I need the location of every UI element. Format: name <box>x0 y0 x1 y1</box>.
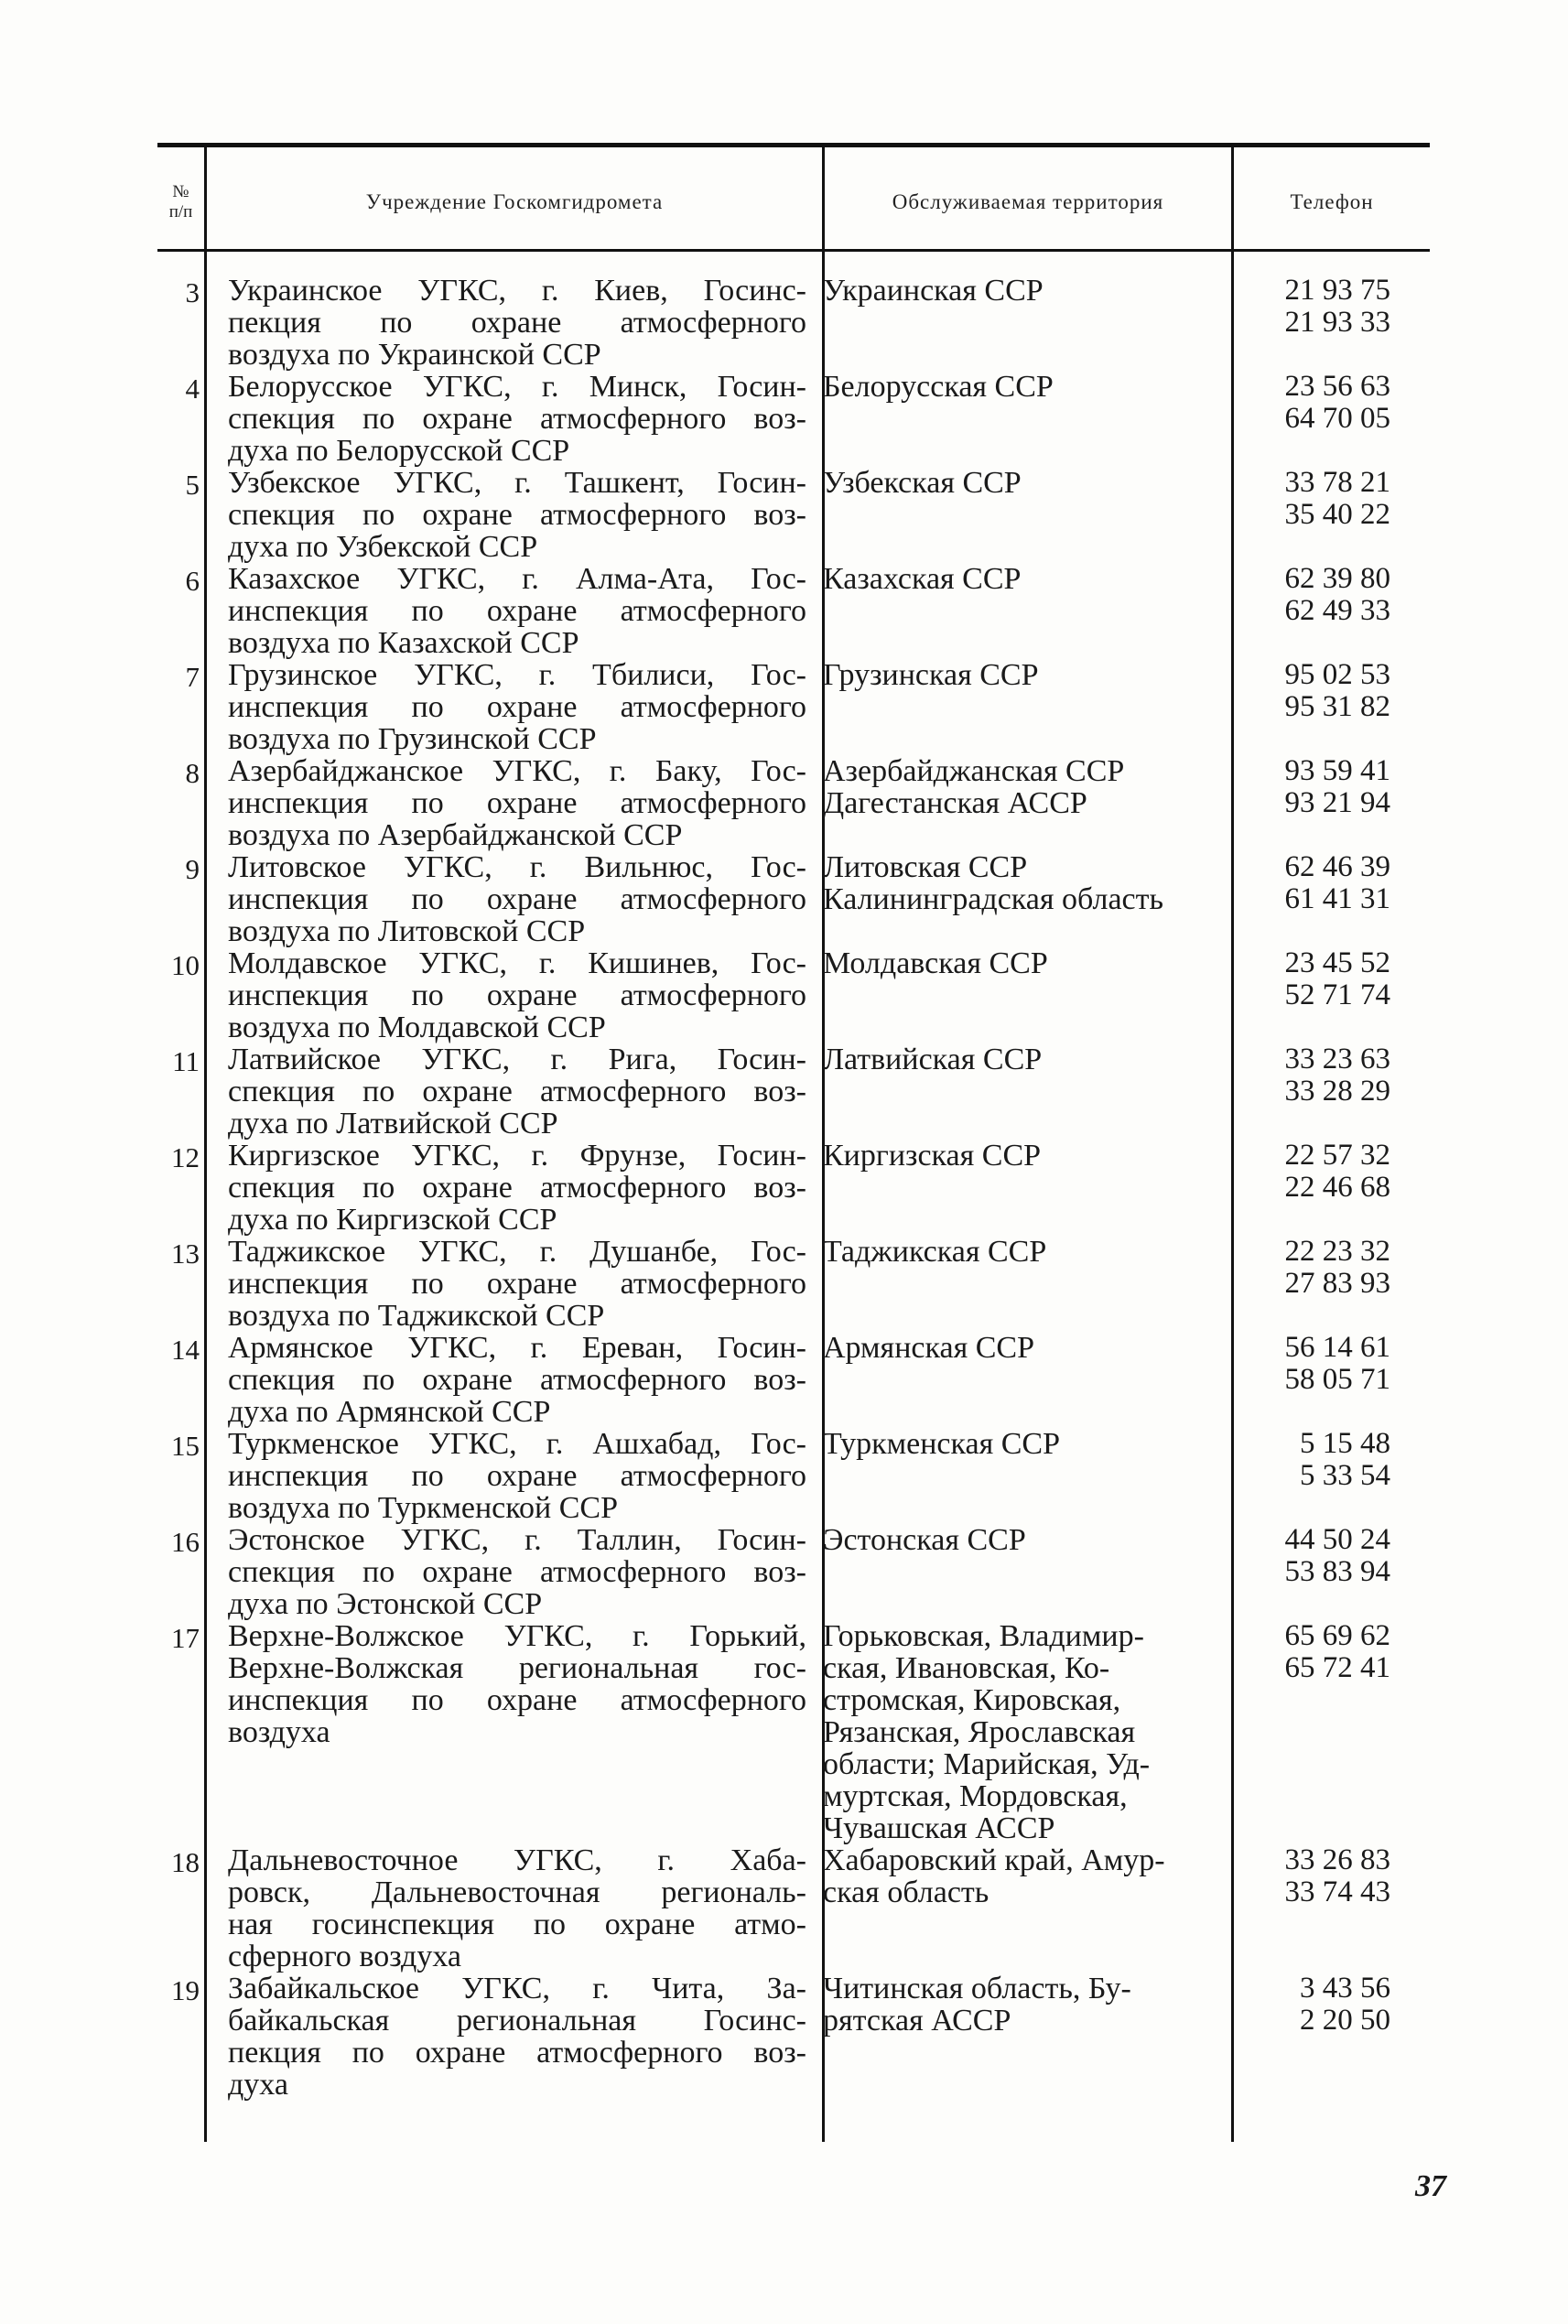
phone-cell-line: 65 72 41 <box>1284 1651 1390 1684</box>
territory-cell <box>823 1620 1226 1844</box>
phone-cell-line: 35 40 22 <box>1284 498 1390 531</box>
phone-cell-line: 93 59 41 <box>1284 754 1390 787</box>
institution-cell <box>228 1236 806 1332</box>
institution-cell-line: Латвийское УГКС, г. Рига, Госин- <box>228 1043 806 1076</box>
institution-cell-line: инспекция по охране атмосферного <box>228 786 806 820</box>
institution-cell-line: спекция по охране атмосферного воз- <box>228 1171 806 1205</box>
phone-cell-line: 27 83 93 <box>1284 1267 1390 1300</box>
territory-cell-line: Горьковская, Владимир- <box>823 1619 1144 1653</box>
row-number: 7 <box>185 661 200 693</box>
institution-cell-line: духа по Узбекской ССР <box>228 530 538 564</box>
page-number: 37 <box>1415 2169 1446 2203</box>
institution-cell-line: инспекция по охране атмосферного <box>228 978 806 1012</box>
institution-cell-line: Молдавское УГКС, г. Кишинев, Гос- <box>228 946 806 980</box>
territory-cell <box>823 1524 1226 1556</box>
row-number: 4 <box>185 373 200 405</box>
territory-cell <box>823 563 1226 595</box>
header-number-abbr: п/п <box>168 202 193 222</box>
institution-cell-line: воздуха по Литовской ССР <box>228 914 586 948</box>
territory-cell <box>823 1844 1226 1908</box>
phone-cell <box>1226 1043 1390 1108</box>
phone-cell <box>1226 467 1390 531</box>
institution-cell-line: воздуха по Украинской ССР <box>228 338 601 372</box>
territory-cell-line: Киргизская ССР <box>823 1139 1042 1173</box>
institution-cell-line: Белорусское УГКС, г. Минск, Госин- <box>228 370 806 404</box>
institution-cell-line: инспекция по охране атмосферного <box>228 882 806 916</box>
territory-cell-line: Хабаровский край, Амур- <box>823 1843 1165 1877</box>
territory-cell-line: Таджикская ССР <box>823 1235 1047 1269</box>
phone-cell <box>1226 1428 1390 1492</box>
institution-cell-line: Грузинское УГКС, г. Тбилиси, Гос- <box>228 658 806 692</box>
institution-cell-line: спекция по охране атмосферного воз- <box>228 1555 806 1589</box>
phone-cell-line: 65 69 62 <box>1284 1619 1390 1652</box>
institution-cell <box>228 1844 806 1973</box>
territory-cell-line: ская область <box>823 1875 989 1909</box>
phone-cell-line: 3 43 56 <box>1300 1972 1390 2005</box>
phone-cell-line: 23 45 52 <box>1284 946 1390 979</box>
phone-cell <box>1226 1973 1390 2037</box>
institution-cell <box>228 947 806 1043</box>
phone-cell-line: 95 02 53 <box>1284 658 1390 691</box>
institution-cell-line: духа по Киргизской ССР <box>228 1203 557 1237</box>
institution-cell-line: духа по Армянской ССР <box>228 1395 551 1429</box>
institution-cell <box>228 659 806 755</box>
phone-cell-line: 58 05 71 <box>1284 1363 1390 1396</box>
territory-cell <box>823 1140 1226 1172</box>
phone-cell-line: 23 56 63 <box>1284 370 1390 403</box>
table-row <box>157 1332 1430 1428</box>
institution-cell-line: спекция по охране атмосферного воз- <box>228 1363 806 1397</box>
institution-cell-line: Верхне-Волжская региональная гос- <box>228 1651 806 1685</box>
territory-cell-line: Латвийская ССР <box>823 1043 1043 1076</box>
institution-cell-line: духа по Латвийской ССР <box>228 1107 558 1140</box>
institution-cell-line: духа по Белорусской ССР <box>228 434 570 468</box>
institution-cell-line: Забайкальское УГКС, г. Чита, За- <box>228 1972 806 2005</box>
institution-cell-line: инспекция по охране атмосферного <box>228 594 806 628</box>
institution-cell <box>228 467 806 563</box>
institution-cell-line: Казахское УГКС, г. Алма-Ата, Гос- <box>228 562 806 596</box>
row-number: 17 <box>171 1622 200 1654</box>
phone-cell-line: 61 41 31 <box>1284 882 1390 915</box>
institution-cell-line: пекция по охране атмосферного воз- <box>228 2036 806 2070</box>
institution-cell <box>228 1620 806 1748</box>
table-row <box>157 371 1430 467</box>
territory-cell-line: Азербайджанская ССР <box>823 754 1125 788</box>
institution-cell-line: спекция по охране атмосферного воз- <box>228 402 806 436</box>
territory-cell-line: рятская АССР <box>823 2004 1011 2038</box>
table-top-rule <box>157 143 1430 147</box>
territory-cell-line: Армянская ССР <box>823 1331 1034 1365</box>
row-number: 10 <box>171 949 200 981</box>
phone-cell-line: 52 71 74 <box>1284 978 1390 1011</box>
phone-cell-line: 22 46 68 <box>1284 1171 1390 1204</box>
row-number: 12 <box>171 1141 200 1173</box>
header-institution: Учреждение Госкомгидромета <box>365 190 664 213</box>
territory-cell-line: ская, Ивановская, Ко- <box>823 1651 1110 1685</box>
phone-cell-line: 2 20 50 <box>1300 2004 1390 2037</box>
institution-cell-line: инспекция по охране атмосферного <box>228 1459 806 1493</box>
table-row <box>157 275 1430 371</box>
row-number: 5 <box>185 469 200 501</box>
phone-cell-line: 33 74 43 <box>1284 1875 1390 1908</box>
institution-cell-line: воздуха <box>228 1715 330 1749</box>
phone-cell-line: 33 28 29 <box>1284 1075 1390 1108</box>
institution-cell-line: сферного воздуха <box>228 1940 461 1973</box>
institution-cell <box>228 1332 806 1428</box>
institution-cell-line: Украинское УГКС, г. Киев, Госинс- <box>228 274 806 308</box>
row-number: 16 <box>171 1526 200 1558</box>
territory-cell <box>823 1428 1226 1460</box>
phone-cell-line: 21 93 75 <box>1284 274 1390 307</box>
table-row <box>157 1043 1430 1140</box>
table-body <box>157 275 1430 2101</box>
institution-cell-line: байкальская региональная Госинс- <box>228 2004 806 2038</box>
territory-cell-line: стромская, Кировская, <box>823 1683 1121 1717</box>
institution-cell-line: Узбекское УГКС, г. Ташкент, Госин- <box>228 466 806 500</box>
phone-cell-line: 62 49 33 <box>1284 594 1390 627</box>
row-number: 13 <box>171 1238 200 1270</box>
territory-cell <box>823 1043 1226 1076</box>
phone-cell <box>1226 1236 1390 1300</box>
row-number: 11 <box>172 1045 200 1077</box>
phone-cell-line: 64 70 05 <box>1284 402 1390 435</box>
institution-cell-line: инспекция по охране атмосферного <box>228 690 806 724</box>
institution-cell-line: воздуха по Азербайджанской ССР <box>228 818 683 852</box>
table-row <box>157 947 1430 1043</box>
institution-cell-line: Эстонское УГКС, г. Таллин, Госин- <box>228 1523 806 1557</box>
territory-cell-line: Белорусская ССР <box>823 370 1054 404</box>
territory-cell-line: муртская, Мордовская, <box>823 1779 1128 1813</box>
territory-cell <box>823 1332 1226 1364</box>
row-number: 6 <box>185 565 200 597</box>
phone-cell <box>1226 755 1390 819</box>
institution-cell <box>228 1973 806 2101</box>
institution-cell-line: спекция по охране атмосферного воз- <box>228 1075 806 1108</box>
institution-cell <box>228 275 806 371</box>
territory-cell-line: Туркменская ССР <box>823 1427 1060 1461</box>
header-number-symbol: № <box>172 182 189 201</box>
phone-cell-line: 56 14 61 <box>1284 1331 1390 1364</box>
header-number <box>157 163 204 242</box>
territory-cell-line: области; Марийская, Уд- <box>823 1747 1151 1781</box>
table-row <box>157 563 1430 659</box>
institution-cell-line: Таджикское УГКС, г. Душанбе, Гос- <box>228 1235 806 1269</box>
phone-cell <box>1226 1524 1390 1588</box>
institution-cell-line: Литовское УГКС, г. Вильнюс, Гос- <box>228 850 806 884</box>
institution-cell-line: пекция по охране атмосферного <box>228 306 806 340</box>
table-row <box>157 1140 1430 1236</box>
row-number: 9 <box>185 853 200 885</box>
territory-cell-line: Читинская область, Бу- <box>823 1972 1131 2005</box>
table-row <box>157 851 1430 947</box>
phone-cell <box>1226 1620 1390 1684</box>
row-number: 18 <box>171 1846 200 1878</box>
institution-cell-line: инспекция по охране атмосферного <box>228 1267 806 1301</box>
phone-cell-line: 5 33 54 <box>1300 1459 1390 1492</box>
territory-cell <box>823 1236 1226 1268</box>
institution-cell <box>228 755 806 851</box>
institution-cell <box>228 1428 806 1524</box>
phone-cell <box>1226 371 1390 435</box>
header-phone: Телефон <box>1290 190 1374 213</box>
territory-cell <box>823 755 1226 819</box>
institution-cell-line: ная госинспекция по охране атмо- <box>228 1908 806 1941</box>
phone-cell-line: 22 23 32 <box>1284 1235 1390 1268</box>
institution-cell-line: воздуха по Таджикской ССР <box>228 1299 605 1333</box>
phone-cell <box>1226 1844 1390 1908</box>
phone-cell-line: 22 57 32 <box>1284 1139 1390 1172</box>
table-row <box>157 755 1430 851</box>
institution-cell <box>228 1140 806 1236</box>
territory-cell-line: Украинская ССР <box>823 274 1044 308</box>
institution-cell-line: воздуха по Казахской ССР <box>228 626 579 660</box>
institution-cell-line: воздуха по Туркменской ССР <box>228 1491 619 1525</box>
territory-cell-line: Рязанская, Ярославская <box>823 1715 1136 1749</box>
phone-cell <box>1226 1140 1390 1204</box>
table-row <box>157 1428 1430 1524</box>
table-header-rule <box>157 249 1430 252</box>
table-row <box>157 1844 1430 1973</box>
phone-cell-line: 93 21 94 <box>1284 786 1390 819</box>
territory-cell-line: Эстонская ССР <box>823 1523 1026 1557</box>
row-number: 15 <box>171 1430 200 1462</box>
row-number: 19 <box>171 1974 200 2006</box>
phone-cell <box>1226 275 1390 339</box>
phone-cell-line: 95 31 82 <box>1284 690 1390 723</box>
phone-cell-line: 5 15 48 <box>1300 1427 1390 1460</box>
phone-cell-line: 33 23 63 <box>1284 1043 1390 1076</box>
institution-cell-line: Киргизское УГКС, г. Фрунзе, Госин- <box>228 1139 806 1173</box>
territory-cell <box>823 947 1226 979</box>
institution-cell-line: духа <box>228 2068 288 2102</box>
territory-cell <box>823 467 1226 499</box>
phone-cell-line: 21 93 33 <box>1284 306 1390 339</box>
territory-cell <box>823 659 1226 691</box>
territory-cell-line: Калининградская область <box>823 882 1163 916</box>
phone-cell-line: 44 50 24 <box>1284 1523 1390 1556</box>
institution-cell-line: Верхне-Волжское УГКС, г. Горький, <box>228 1619 806 1653</box>
institution-cell <box>228 563 806 659</box>
institution-cell-line: спекция по охране атмосферного воз- <box>228 498 806 532</box>
phone-cell-line: 33 26 83 <box>1284 1843 1390 1876</box>
institution-cell-line: воздуха по Грузинской ССР <box>228 722 597 756</box>
territory-cell-line: Молдавская ССР <box>823 946 1048 980</box>
territory-cell <box>823 275 1226 307</box>
institution-cell-line: духа по Эстонской ССР <box>228 1587 543 1621</box>
table-row <box>157 659 1430 755</box>
phone-cell <box>1226 851 1390 915</box>
institution-cell <box>228 1524 806 1620</box>
institution-cell-line: воздуха по Молдавской ССР <box>228 1011 606 1044</box>
header-territory: Обслуживаемая территория <box>892 190 1164 213</box>
territory-cell-line: Дагестанская АССР <box>823 786 1087 820</box>
phone-cell-line: 62 39 80 <box>1284 562 1390 595</box>
territory-cell-line: Литовская ССР <box>823 850 1028 884</box>
phone-cell-line: 53 83 94 <box>1284 1555 1390 1588</box>
territory-cell-line: Грузинская ССР <box>823 658 1039 692</box>
institution-cell-line: инспекция по охране атмосферного <box>228 1683 806 1717</box>
institution-cell <box>228 371 806 467</box>
territory-cell-line: Чувашская АССР <box>823 1811 1055 1845</box>
institution-cell-line: ровск, Дальневосточная региональ- <box>228 1875 806 1909</box>
table-row <box>157 1524 1430 1620</box>
territory-cell <box>823 851 1226 915</box>
territory-cell-line: Казахская ССР <box>823 562 1022 596</box>
phone-cell-line: 33 78 21 <box>1284 466 1390 499</box>
table-row <box>157 1236 1430 1332</box>
territory-cell <box>823 1973 1226 2037</box>
institution-cell-line: Армянское УГКС, г. Ереван, Госин- <box>228 1331 806 1365</box>
phone-cell <box>1226 947 1390 1011</box>
territory-cell-line: Узбекская ССР <box>823 466 1022 500</box>
phone-cell <box>1226 1332 1390 1396</box>
phone-cell <box>1226 659 1390 723</box>
table-row <box>157 467 1430 563</box>
phone-cell <box>1226 563 1390 627</box>
institution-cell-line: Дальневосточное УГКС, г. Хаба- <box>228 1843 806 1877</box>
row-number: 14 <box>171 1334 200 1366</box>
row-number: 8 <box>185 757 200 789</box>
institution-cell-line: Азербайджанское УГКС, г. Баку, Гос- <box>228 754 806 788</box>
institution-cell <box>228 1043 806 1140</box>
institution-cell <box>228 851 806 947</box>
row-number: 3 <box>185 276 200 308</box>
table-row <box>157 1973 1430 2101</box>
institution-cell-line: Туркменское УГКС, г. Ашхабад, Гос- <box>228 1427 806 1461</box>
table-row <box>157 1620 1430 1844</box>
territory-cell <box>823 371 1226 403</box>
phone-cell-line: 62 46 39 <box>1284 850 1390 883</box>
